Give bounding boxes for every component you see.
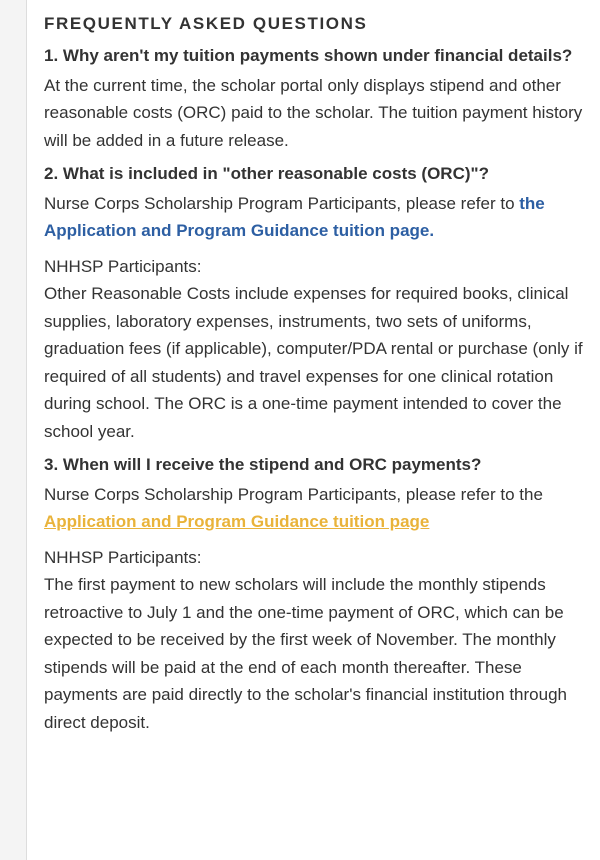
faq-answer-2-nhhsp <box>44 253 584 446</box>
faq-item-1 <box>44 42 584 154</box>
nhhsp-text: The first payment to new scholars will include the monthly stipends retroactive to July 1 and the one-time payment of ORC, which can be expected to be received by the first week of November. The monthly stipends will be paid at the end of each month thereafter. These payments are paid directly to the scholar's financial institution through direct deposit. <box>44 575 567 732</box>
faq-item-3 <box>44 451 584 736</box>
faq-question-1: 1. Why aren't my tuition payments shown under financial details? <box>44 46 573 65</box>
faq-answer-3-nhhsp <box>44 544 584 737</box>
faq-answer-1: At the current time, the scholar portal only displays stipend and other reasonable costs (ORC) paid to the scholar. The tuition payment history will be added in a future release. <box>44 75 583 150</box>
faq-answer-2-nurse-corps <box>44 190 584 245</box>
nhhsp-heading: NHHSP Participants: <box>44 256 202 276</box>
faq-question-3: 3. When will I receive the stipend and ORC payments? <box>44 455 482 474</box>
faq-question-2: 2. What is included in "other reasonable costs (ORC)"? <box>44 164 489 183</box>
nhhsp-text: Other Reasonable Costs include expenses for required books, clinical supplies, laboratory expenses, instruments, two sets of uniforms, graduation fees (if applicable), computer/PDA rental or purchase (only if required of all students) and travel expenses for one clinical rotation during school. The ORC is a one-time payment intended to cover the school year. <box>44 284 583 441</box>
faq-title: FREQUENTLY ASKED QUESTIONS <box>44 14 368 33</box>
application-guidance-link[interactable]: the Application and Program Guidance tuition page. <box>44 193 545 240</box>
application-guidance-link[interactable]: Application and Program Guidance tuition page <box>44 512 430 531</box>
nhhsp-heading: NHHSP Participants: <box>44 547 202 567</box>
nurse-corps-text: Nurse Corps Scholarship Program Participants, please refer to <box>44 193 520 213</box>
faq-answer-3-nurse-corps <box>44 481 584 536</box>
faq-panel <box>26 0 600 860</box>
nurse-corps-text: Nurse Corps Scholarship Program Participants, please refer to the <box>44 484 543 504</box>
faq-item-2 <box>44 160 584 445</box>
